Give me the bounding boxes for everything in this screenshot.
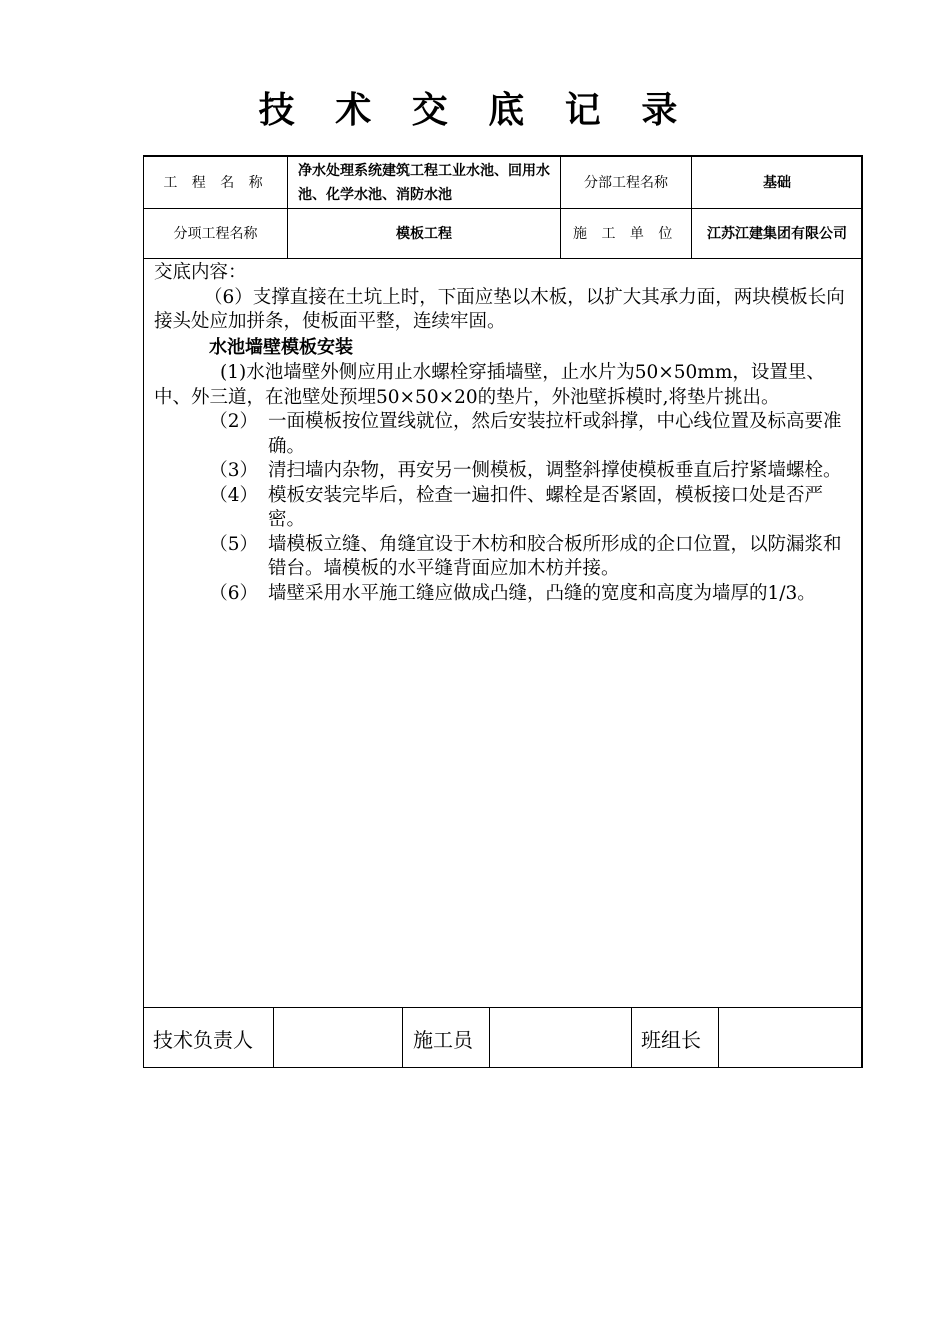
col-divider: [402, 1008, 403, 1068]
project-name-value: 净水处理系统建筑工程工业水池、回用水池、化学水池、消防水池: [298, 162, 550, 203]
worker-signature-field[interactable]: [490, 1008, 631, 1068]
tech-lead-label: 技术负责人: [153, 1027, 253, 1052]
list-item-number: （3）: [209, 460, 258, 481]
list-item-number: （5）: [209, 533, 258, 555]
tech-lead-signature-field[interactable]: [274, 1008, 402, 1068]
subitem-value: 模板工程: [396, 225, 452, 242]
disclosure-content: [154, 261, 854, 606]
division-value: 基础: [763, 174, 791, 191]
list-item-number: （6）: [209, 582, 258, 604]
content-list-item: [154, 459, 854, 484]
content-paragraph: (1)水池墙壁外侧应用止水螺栓穿插墙壁，止水片为50×50mm，设置里、中、外三道，在池壁处预埋50×50×20的垫片，外池壁拆模时,将垫片挑出。: [154, 362, 825, 408]
list-item-number: （4）: [209, 484, 258, 506]
content-heading: 交底内容：: [154, 262, 247, 283]
content-subheading: 水池墙壁模板安装: [209, 336, 353, 358]
content-paragraph: （6）支撑直接在土坑上时，下面应垫以木板，以扩大其承力面，两块模板长向接头处应加拼条，使板面平整，连续牢固。: [154, 286, 845, 332]
list-item-text: 墙壁采用水平施工缝应做成凸缝，凸缝的宽度和高度为墙厚的1/3。: [268, 582, 816, 604]
list-item-text: 模板安装完毕后，检查一遍扣件、螺栓是否紧固，模板接口处是否严密。: [268, 484, 824, 530]
content-list-item: [154, 484, 854, 533]
worker-label: 施工员: [413, 1027, 473, 1052]
col-divider: [631, 1008, 632, 1068]
content-list-item: [154, 410, 854, 459]
contractor-value: 江苏江建集团有限公司: [707, 225, 847, 242]
contractor-label: 施 工 单 位: [573, 225, 678, 242]
row-divider: [144, 258, 862, 259]
subitem-label: 分项工程名称: [173, 225, 258, 242]
project-name-label: 工 程 名 称: [163, 174, 268, 191]
division-label: 分部工程名称: [584, 174, 668, 191]
team-leader-signature-field[interactable]: [719, 1008, 862, 1068]
content-list-item: [154, 533, 854, 582]
list-item-text: 墙模板立缝、角缝宜设于木枋和胶合板所形成的企口位置，以防漏浆和错台。墙模板的水平缝背面应加木枋并接。: [268, 533, 842, 579]
team-leader-label: 班组长: [641, 1027, 701, 1052]
document-title: 技 术 交 底 记 录: [258, 90, 692, 131]
list-item-text: 清扫墙内杂物，再安另一侧模板，调整斜撑使模板垂直后拧紧墙螺栓。: [268, 460, 842, 481]
list-item-text: 一面模板按位置线就位，然后安装拉杆或斜撑，中心线位置及标高要准确。: [268, 411, 842, 457]
disclosure-table: [143, 155, 863, 1068]
list-item-number: （2）: [209, 411, 258, 432]
content-list-item: [154, 582, 854, 607]
